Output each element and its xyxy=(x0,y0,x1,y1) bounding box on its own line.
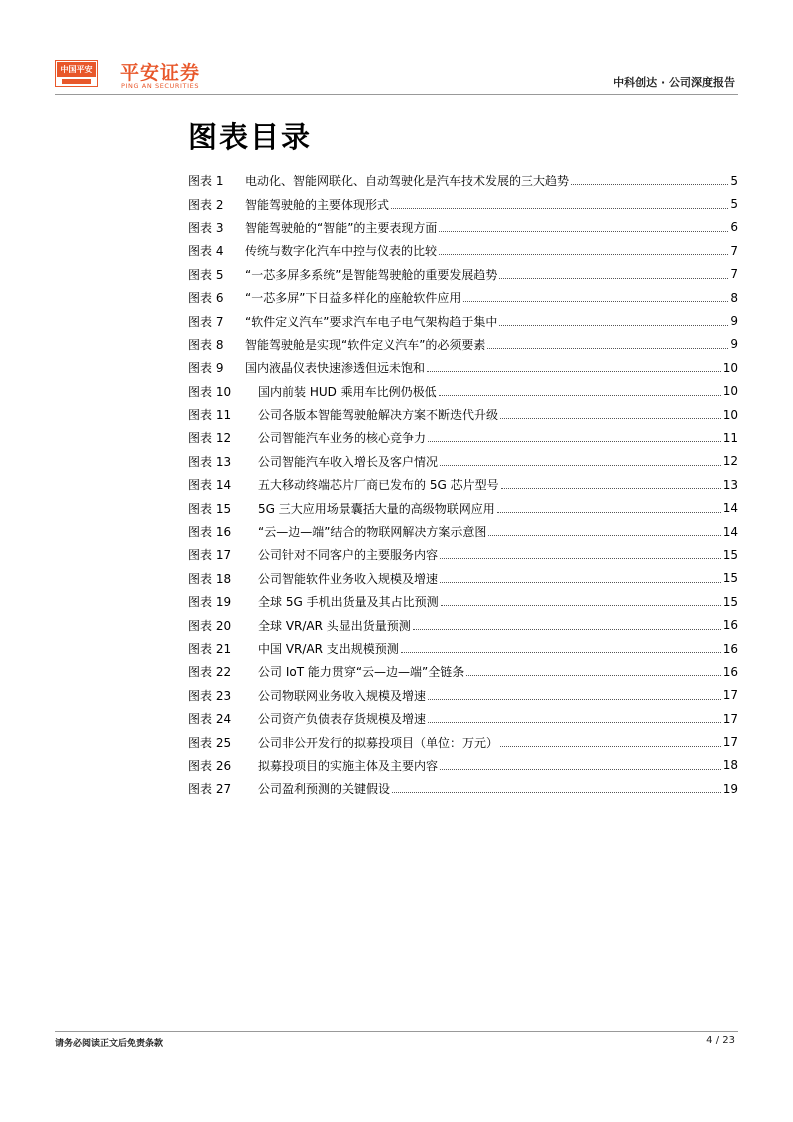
toc-page-number: 17 xyxy=(722,735,738,750)
toc-row[interactable] xyxy=(188,216,738,239)
toc-label: 图表 19 xyxy=(188,595,232,610)
toc-label: 图表 23 xyxy=(188,688,232,703)
toc-page-number: 9 xyxy=(730,314,738,329)
toc-page-number: 10 xyxy=(722,384,738,399)
header-divider xyxy=(55,94,738,95)
toc-page-number: 7 xyxy=(730,267,738,282)
toc-page-number: 5 xyxy=(730,197,738,212)
toc-leader-dots xyxy=(401,652,721,653)
toc-row[interactable] xyxy=(188,356,738,379)
toc-entry-text: 传统与数字化汽车中控与仪表的比较 xyxy=(245,244,438,259)
toc-leader-dots xyxy=(466,675,720,676)
toc-row[interactable] xyxy=(188,309,738,332)
toc-page-number: 15 xyxy=(722,594,738,609)
toc-label: 图表 18 xyxy=(188,571,232,586)
toc-page-number: 10 xyxy=(722,360,738,375)
toc-entry-text: “云—边—端”结合的物联网解决方案示意图 xyxy=(258,525,487,540)
toc-leader-dots xyxy=(428,699,721,700)
toc-label: 图表 14 xyxy=(188,478,232,493)
toc-label: 图表 25 xyxy=(188,735,232,750)
toc-label: 图表 24 xyxy=(188,712,232,727)
toc-entry-text: 电动化、智能网联化、自动驾驶化是汽车技术发展的三大趋势 xyxy=(245,174,570,189)
toc-page-number: 17 xyxy=(722,688,738,703)
toc-label: 图表 1 xyxy=(188,174,224,189)
toc-page-number: 9 xyxy=(730,337,738,352)
toc-leader-dots xyxy=(500,418,721,419)
footer-divider xyxy=(55,1031,738,1032)
toc-page-number: 10 xyxy=(722,407,738,422)
toc-page-number: 7 xyxy=(730,243,738,258)
toc-page-number: 15 xyxy=(722,571,738,586)
toc-page-number: 5 xyxy=(730,173,738,188)
toc-label: 图表 11 xyxy=(188,408,232,423)
toc-leader-dots xyxy=(428,441,721,442)
toc-row[interactable] xyxy=(188,426,738,449)
toc-label: 图表 12 xyxy=(188,431,232,446)
page-indicator: 4 / 23 xyxy=(706,1035,735,1046)
toc-label: 图表 26 xyxy=(188,758,232,773)
logo-small-text: 中国平安 xyxy=(57,62,96,77)
toc-leader-dots xyxy=(499,278,728,279)
ping-an-logo-mark xyxy=(55,60,98,87)
toc-label: 图表 22 xyxy=(188,665,232,680)
toc-row[interactable] xyxy=(188,637,738,660)
toc-entry-text: 智能驾驶舱的“智能”的主要表现方面 xyxy=(245,220,438,235)
toc-leader-dots xyxy=(440,769,721,770)
toc-label: 图表 4 xyxy=(188,244,224,259)
toc-leader-dots xyxy=(463,301,728,302)
brand-name-cn: 平安证券 xyxy=(120,62,201,84)
toc-entry-text: 国内液晶仪表快速渗透但远未饱和 xyxy=(245,361,426,376)
toc-entry-text: “软件定义汽车”要求汽车电子电气架构趋于集中 xyxy=(245,314,498,329)
toc-label: 图表 13 xyxy=(188,454,232,469)
toc-entry-text: 智能驾驶舱的主要体现形式 xyxy=(245,197,390,212)
toc-page-number: 17 xyxy=(722,711,738,726)
toc-leader-dots xyxy=(440,582,721,583)
toc-row[interactable] xyxy=(188,707,738,730)
toc-row[interactable] xyxy=(188,286,738,309)
toc-entry-text: 全球 VR/AR 头显出货量预测 xyxy=(258,618,411,633)
toc-page-number: 6 xyxy=(730,220,738,235)
toc-row[interactable] xyxy=(188,239,738,262)
toc-page-number: 12 xyxy=(722,454,738,469)
toc-label: 图表 5 xyxy=(188,267,224,282)
report-tag: 中科创达 · 公司深度报告 xyxy=(613,76,735,89)
toc-entry-text: “一芯多屏多系统”是智能驾驶舱的重要发展趋势 xyxy=(245,267,498,282)
toc-page-number: 11 xyxy=(722,430,738,445)
toc-row[interactable] xyxy=(188,567,738,590)
toc-leader-dots xyxy=(497,512,721,513)
toc-label: 图表 20 xyxy=(188,618,232,633)
toc-row[interactable] xyxy=(188,450,738,473)
toc-row[interactable] xyxy=(188,543,738,566)
toc-leader-dots xyxy=(440,465,721,466)
toc-entry-text: 公司各版本智能驾驶舱解决方案不断迭代升级 xyxy=(258,408,499,423)
toc-page-number: 19 xyxy=(722,781,738,796)
toc-label: 图表 9 xyxy=(188,361,224,376)
toc-page-number: 15 xyxy=(722,547,738,562)
toc-label: 图表 27 xyxy=(188,782,232,797)
page-title: 图表目录 xyxy=(188,120,313,154)
toc-label: 图表 17 xyxy=(188,548,232,563)
toc-page-number: 13 xyxy=(722,477,738,492)
toc-leader-dots xyxy=(501,488,721,489)
toc-entry-text: 5G 三大应用场景囊括大量的高级物联网应用 xyxy=(258,501,495,516)
toc-entry-text: 公司非公开发行的拟募投项目（单位：万元） xyxy=(258,735,499,750)
toc-entry-text: 公司 IoT 能力贯穿“云—边—端”全链条 xyxy=(258,665,465,680)
toc-label: 图表 16 xyxy=(188,525,232,540)
toc-row[interactable] xyxy=(188,380,738,403)
toc-row[interactable] xyxy=(188,520,738,543)
toc-entry-text: 公司智能软件业务收入规模及增速 xyxy=(258,571,439,586)
toc-leader-dots xyxy=(500,746,721,747)
brand-name-en: PING AN SECURITIES xyxy=(121,82,200,90)
toc-leader-dots xyxy=(487,348,728,349)
toc-leader-dots xyxy=(488,535,720,536)
toc-page-number: 14 xyxy=(722,524,738,539)
logo-bar xyxy=(62,79,91,84)
toc-label: 图表 2 xyxy=(188,197,224,212)
toc-entry-text: 国内前装 HUD 乘用车比例仍极低 xyxy=(258,384,437,399)
toc-entry-text: 公司智能汽车收入增长及客户情况 xyxy=(258,454,439,469)
toc-label: 图表 7 xyxy=(188,314,224,329)
toc-page-number: 14 xyxy=(722,501,738,516)
toc-entry-text: 全球 5G 手机出货量及其占比预测 xyxy=(258,595,439,610)
toc-leader-dots xyxy=(440,558,721,559)
toc-label: 图表 10 xyxy=(188,384,232,399)
toc-label: 图表 8 xyxy=(188,337,224,352)
toc-leader-dots xyxy=(571,184,728,185)
toc-leader-dots xyxy=(439,231,728,232)
toc-leader-dots xyxy=(391,208,728,209)
toc-leader-dots xyxy=(499,325,728,326)
toc-leader-dots xyxy=(439,395,721,396)
toc-row[interactable] xyxy=(188,473,738,496)
toc-entry-text: 公司智能汽车业务的核心竞争力 xyxy=(258,431,427,446)
toc-label: 图表 3 xyxy=(188,220,224,235)
toc-page-number: 16 xyxy=(722,664,738,679)
toc-row[interactable] xyxy=(188,730,738,753)
figure-toc-list xyxy=(188,169,738,801)
toc-entry-text: 公司盈利预测的关键假设 xyxy=(258,782,391,797)
disclaimer-note: 请务必阅读正文后免责条款 xyxy=(55,1039,164,1049)
toc-row[interactable] xyxy=(188,777,738,800)
toc-row[interactable] xyxy=(188,192,738,215)
toc-leader-dots xyxy=(439,254,728,255)
toc-entry-text: 公司资产负债表存货规模及增速 xyxy=(258,712,427,727)
toc-entry-text: 拟募投项目的实施主体及主要内容 xyxy=(258,758,439,773)
toc-entry-text: 中国 VR/AR 支出规模预测 xyxy=(258,642,399,656)
toc-entry-text: 公司针对不同客户的主要服务内容 xyxy=(258,548,439,563)
toc-row[interactable] xyxy=(188,333,738,356)
toc-entry-text: “一芯多屏”下日益多样化的座舱软件应用 xyxy=(245,291,462,306)
toc-label: 图表 15 xyxy=(188,501,232,516)
toc-label: 图表 6 xyxy=(188,291,224,306)
toc-leader-dots xyxy=(428,722,721,723)
toc-row[interactable] xyxy=(188,613,738,636)
toc-page-number: 16 xyxy=(722,618,738,633)
toc-leader-dots xyxy=(392,792,721,793)
toc-row[interactable] xyxy=(188,496,738,519)
toc-row[interactable] xyxy=(188,263,738,286)
toc-row[interactable] xyxy=(188,403,738,426)
toc-entry-text: 五大移动终端芯片厂商已发布的 5G 芯片型号 xyxy=(258,478,499,493)
toc-row[interactable] xyxy=(188,590,738,613)
toc-page-number: 18 xyxy=(722,758,738,773)
toc-page-number: 16 xyxy=(722,641,738,656)
toc-entry-text: 公司物联网业务收入规模及增速 xyxy=(258,688,427,703)
toc-leader-dots xyxy=(441,605,721,606)
toc-label: 图表 21 xyxy=(188,642,232,656)
toc-row[interactable] xyxy=(188,660,738,683)
toc-page-number: 8 xyxy=(730,290,738,305)
toc-row[interactable] xyxy=(188,684,738,707)
toc-entry-text: 智能驾驶舱是实现“软件定义汽车”的必须要素 xyxy=(245,337,486,352)
toc-leader-dots xyxy=(427,371,721,372)
toc-leader-dots xyxy=(413,629,721,630)
toc-row[interactable] xyxy=(188,169,738,192)
toc-row[interactable] xyxy=(188,754,738,777)
